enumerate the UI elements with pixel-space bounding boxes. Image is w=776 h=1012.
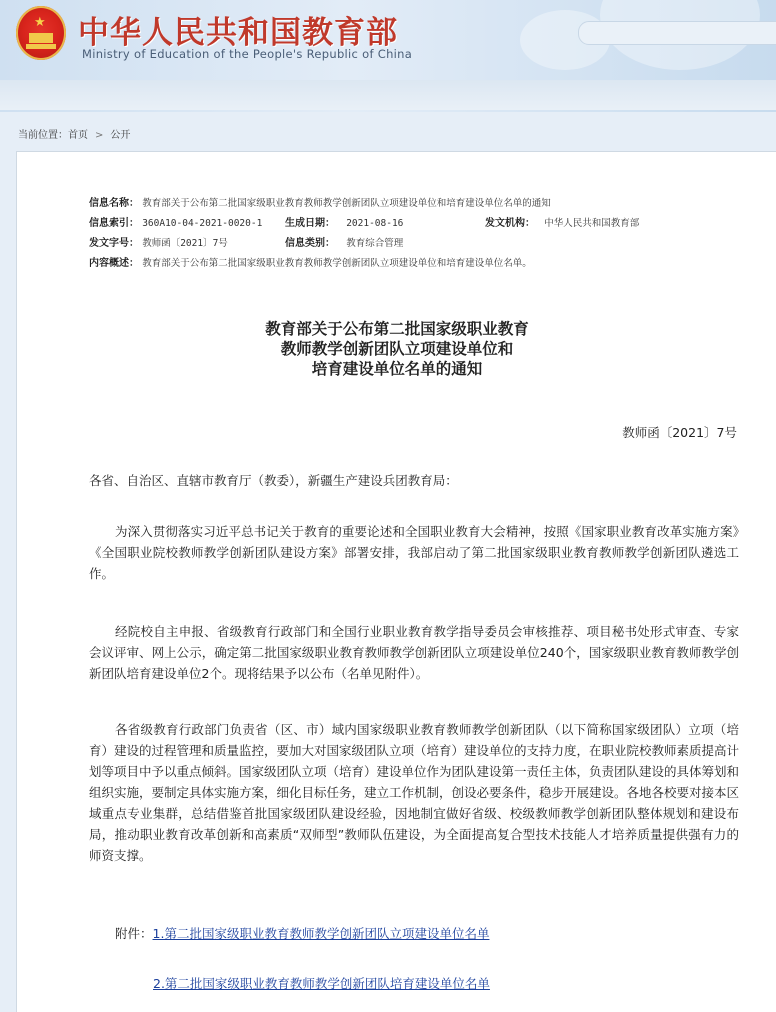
site-header	[0, 0, 776, 112]
summary-label: 内容概述：	[89, 258, 139, 269]
document-title-line: 培育建设单位名单的通知	[311, 359, 483, 378]
issuer-label: 发文机构：	[485, 218, 535, 229]
attachments-label: 附件：	[115, 926, 153, 941]
meta-row-info-name	[89, 194, 551, 209]
breadcrumb-home[interactable]: 首页	[68, 130, 88, 141]
breadcrumb-current[interactable]: 公开	[110, 130, 131, 141]
breadcrumb-separator: >	[95, 130, 104, 141]
info-name-value: 教育部关于公布第二批国家级职业教育教师教学创新团队立项建设单位和培育建设单位名单的通知	[142, 198, 551, 209]
salutation: 各省、自治区、直辖市教育厅（教委），新疆生产建设兵团教育局：	[89, 473, 458, 488]
document-number: 教师函〔2021〕7号	[622, 425, 737, 440]
date-value: 2021-08-16	[346, 218, 404, 229]
attachment-link-1[interactable]: 1.第二批国家级职业教育教师教学创新团队立项建设单位名单	[152, 926, 490, 941]
national-emblem-icon: ★	[16, 6, 66, 60]
doc-no-value: 教师函〔2021〕7号	[142, 238, 228, 249]
paragraph-3: 各省级教育行政部门负责省（区、市）域内国家级职业教育教师教学创新团队（以下简称国家级团队）立项（培育）建设的过程管理和质量监控，要加大对国家级团队立项（培育）建设单位的支持力度，在职业院校教师素质提高计划等项目中予以重点倾斜。国家级团队立项（培育）建设单位作为团队建设第一责任主体，负责团队建设的具体筹划和组织实施，要制定具体实施方案，细化目标任务，建立工作机制，创设必要条件，稳步开展建设。各地各校要对接本区域重点专业集群，总结借鉴首批国家级团队建设经验，因地制宜做好省级、校级教师教学创新团队整体规划和建设布局，推动职业教育改革创新和高素质“双师型”教师队伍建设，为全面提高复合型技术技能人才培养质量提供强有力的师资支撑。	[89, 722, 740, 863]
category-value: 教育综合管理	[346, 238, 404, 249]
category-label: 信息类别：	[285, 238, 335, 249]
doc-no-label: 发文字号：	[89, 238, 139, 249]
ministry-title[interactable]: 中华人民共和国教育部	[78, 15, 398, 51]
header-strip	[0, 80, 776, 110]
meta-row-category	[285, 234, 403, 249]
breadcrumb-prefix: 当前位置：	[18, 130, 68, 141]
paragraph-2: 经院校自主申报、省级教育行政部门和全国行业职业教育教学指导委员会审核推荐、项目秘书处形式审查、专家会议评审、网上公示，确定第二批国家级职业教育教师教学创新团队立项建设单位240个，国家级职业教育教师教学创新团队培育建设单位2个。现将结果予以公布（名单见附件）。	[89, 624, 739, 681]
document-title	[17, 319, 776, 379]
meta-row-doc-no	[89, 234, 228, 249]
search-input[interactable]	[578, 21, 776, 45]
meta-row-date	[285, 214, 403, 229]
content-panel	[16, 151, 776, 1012]
breadcrumb	[18, 126, 130, 141]
attachment-link-2[interactable]: 2.第二批国家级职业教育教师教学创新团队培育建设单位名单	[153, 976, 490, 991]
info-name-label: 信息名称：	[89, 198, 139, 209]
issuer-value: 中华人民共和国教育部	[544, 218, 640, 229]
meta-row-issuer	[485, 214, 639, 229]
meta-row-summary	[89, 254, 532, 269]
attachment-row-1	[115, 924, 489, 942]
date-label: 生成日期：	[285, 218, 335, 229]
meta-row-index	[89, 214, 262, 229]
summary-value: 教育部关于公布第二批国家级职业教育教师教学创新团队立项建设单位和培育建设单位名单。	[142, 258, 532, 269]
document-title-line: 教育部关于公布第二批国家级职业教育	[265, 319, 529, 338]
ministry-subtitle: Ministry of Education of the People's Republic of China	[82, 47, 413, 61]
index-value: 360A10-04-2021-0020-1	[142, 218, 263, 229]
paragraph-1: 为深入贯彻落实习近平总书记关于教育的重要论述和全国职业教育大会精神，按照《国家职业教育改革实施方案》《全国职业院校教师教学创新团队建设方案》部署安排，我部启动了第二批国家级职业教育教师教学创新团队遴选工作。	[89, 524, 739, 581]
index-label: 信息索引：	[89, 218, 139, 229]
attachment-row-2	[153, 974, 490, 992]
document-title-line: 教师教学创新团队立项建设单位和	[280, 339, 514, 358]
